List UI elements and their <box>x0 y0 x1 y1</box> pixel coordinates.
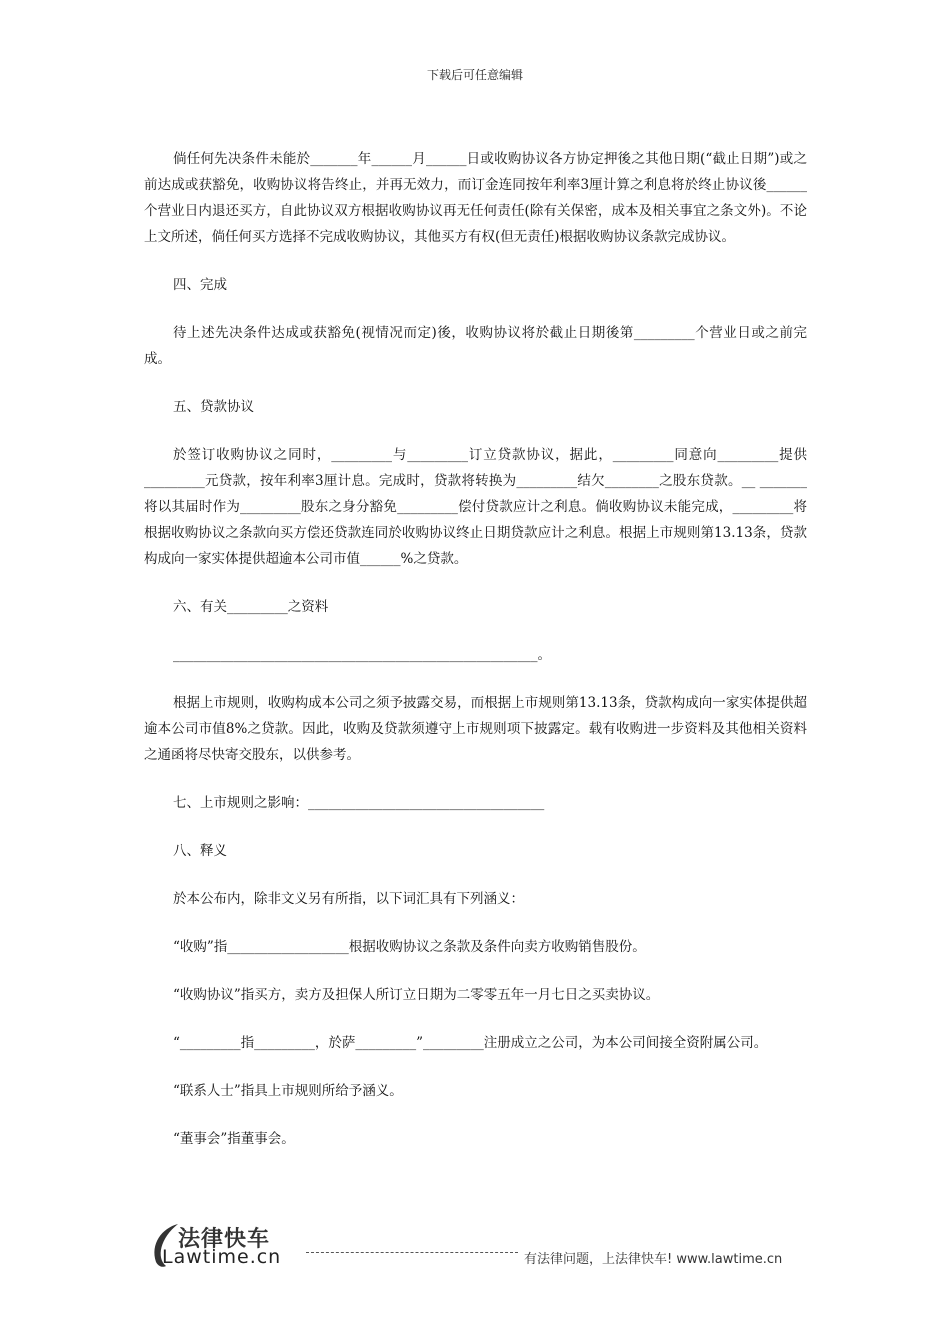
page-footer <box>148 1218 808 1270</box>
footer-divider <box>306 1252 518 1253</box>
paragraph-definitions-intro: 於本公布内，除非文义另有所指，以下词汇具有下列涵义： <box>173 891 524 907</box>
definition-acquisition-agreement: “收购协议”指买方，卖方及担保人所订立日期为二零零五年一月七日之买卖协议。 <box>173 987 660 1003</box>
logo-text-cn: 法律快车 <box>178 1227 271 1252</box>
paragraph-conditions: 倘任何先决条件未能於_______年______月______日或收购协议各方协定押後之其他日期(“截止日期”)或之前达成或获豁免，收购协议将告终止，并再无效力，而订金连同按年利率3厘计算之利息将於终止协议後______个营业日内退还买方，自此协议双方根据收购协议再无任何责任(除有关保密，成本及相关事宜之条文外)。不论上文所述，倘任何买方选择不完成收购协议，其他买方有权(但无责任)根据收购协议条款完成协议。 <box>144 151 807 245</box>
definition-board: “董事会”指董事会。 <box>173 1131 295 1147</box>
logo-text-en: Lawtime.cn <box>162 1246 282 1268</box>
document-body <box>144 146 807 1152</box>
definition-acquisition: “收购”指__________________根据收购协议之条款及条件向卖方收购销售股份。 <box>173 939 646 955</box>
paragraph-info-blank: ______________________________________________________。 <box>173 647 551 663</box>
section-heading-completion: 四、完成 <box>173 277 227 293</box>
section-heading-info: 六、有关_________之资料 <box>173 599 329 615</box>
page-header: 下载后可任意编辑 <box>426 68 523 82</box>
definition-associates: “联系人士”指具上市规则所给予涵义。 <box>173 1083 403 1099</box>
footer-slogan: 有法律问题，上法律快车! www.lawtime.cn <box>524 1252 783 1267</box>
section-heading-loan: 五、贷款协议 <box>173 399 254 415</box>
paragraph-disclosure: 根据上市规则，收购构成本公司之须予披露交易，而根据上市规则第13.13条，贷款构成向一家实体提供超逾本公司市值8%之贷款。因此，收购及贷款须遵守上市规则项下披露定。载有收购进一步资料及其他相关资料之通函将尽快寄交股东，以供参考。 <box>144 695 807 763</box>
definition-subsidiary: “_________指_________，於萨_________”_________注册成立之公司，为本公司间接全资附属公司。 <box>173 1035 768 1051</box>
paragraph-completion: 待上述先决条件达成或获豁免(视情况而定)後，收购协议将於截止日期後第_________个营业日或之前完成。 <box>144 325 807 367</box>
lawtime-logo <box>148 1218 298 1270</box>
section-heading-definitions: 八、释义 <box>173 843 227 859</box>
section-heading-listing-rules: 七、上市规则之影响：___________________________________ <box>173 795 545 811</box>
paragraph-loan: 於签订收购协议之同时，_________与_________订立贷款协议，据此，_________同意向_________提供_________元贷款，按年利率3厘计息。完成时，贷款将转换为_________结欠________之股东贷款。__ _______将以其届时作为_________股东之身分豁免_________偿付贷款应计之利息。倘收购协议未能完成，_________将根据收购协议之条款向买方偿还贷款连同於收购协议终止日期贷款应计之利息。根据上市规则第13.13条，贷款构成向一家实体提供超逾本公司市值______%之贷款。 <box>144 447 807 567</box>
